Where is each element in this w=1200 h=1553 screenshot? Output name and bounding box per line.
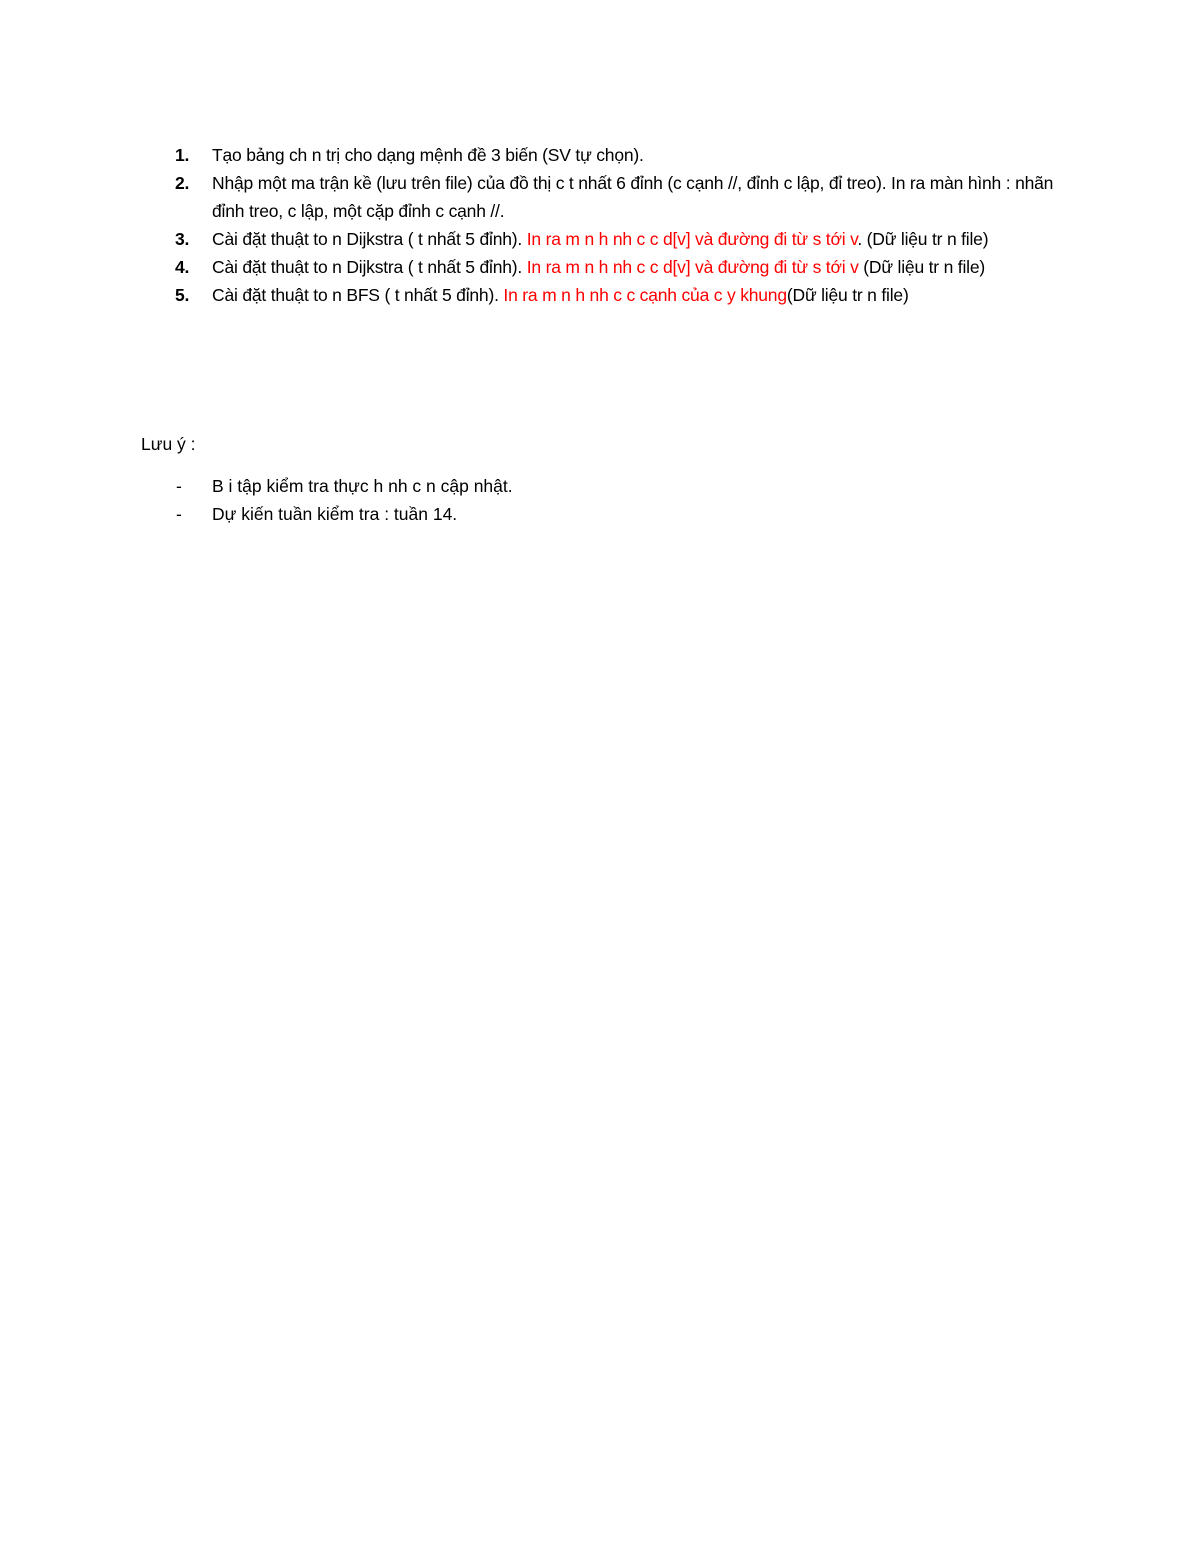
task-text: (Dữ liệu tr n file) bbox=[786, 285, 909, 305]
task-text-highlight: In ra m n h nh c c d[v] và đường đi từ s tới v bbox=[526, 257, 859, 277]
task-number: 5. bbox=[175, 285, 190, 305]
task-text: Cài đặt thuật to n BFS ( t nhất 5 đỉnh). bbox=[212, 285, 504, 305]
dash-bullet: - bbox=[176, 504, 182, 524]
task-item-4 bbox=[170, 253, 1070, 281]
note-list bbox=[170, 472, 870, 528]
task-number: 1. bbox=[175, 145, 190, 165]
task-text: (Dữ liệu tr n file) bbox=[858, 257, 985, 277]
task-text: Nhập một ma trận kề (lưu trên file) của đồ thị c t nhất 6 đỉnh (c cạnh //, đỉnh c lập, đỉ treo). In ra màn hình : nhãn đỉnh treo, c lập, một cặp đỉnh c cạnh //. bbox=[212, 173, 1054, 221]
dash-bullet: - bbox=[176, 476, 182, 496]
task-text: Cài đặt thuật to n Dijkstra ( t nhất 5 đỉnh). bbox=[212, 229, 527, 249]
task-text: Cài đặt thuật to n Dijkstra ( t nhất 5 đỉnh). bbox=[212, 257, 527, 277]
task-item-3 bbox=[170, 225, 1070, 253]
task-list bbox=[170, 141, 1070, 309]
note-text: B i tập kiểm tra thực h nh c n cập nhật. bbox=[212, 476, 513, 496]
note-text: Dự kiến tuần kiểm tra : tuần 14. bbox=[212, 504, 458, 524]
note-item bbox=[170, 472, 870, 500]
task-number: 4. bbox=[175, 257, 190, 277]
task-text: Tạo bảng ch n trị cho dạng mệnh đề 3 biến (SV tự chọn). bbox=[212, 145, 644, 165]
note-item bbox=[170, 500, 870, 528]
task-item-5 bbox=[170, 281, 1070, 309]
task-text-highlight: In ra m n h nh c c d[v] và đường đi từ s tới v bbox=[526, 229, 858, 249]
task-item-2 bbox=[170, 169, 1070, 225]
task-text-highlight: In ra m n h nh c c cạnh của c y khung bbox=[503, 285, 787, 305]
task-item-1 bbox=[170, 141, 1070, 169]
task-number: 2. bbox=[175, 173, 190, 193]
note-label: Lưu ý : bbox=[141, 434, 196, 454]
task-text: . (Dữ liệu tr n file) bbox=[857, 229, 989, 249]
task-number: 3. bbox=[175, 229, 190, 249]
